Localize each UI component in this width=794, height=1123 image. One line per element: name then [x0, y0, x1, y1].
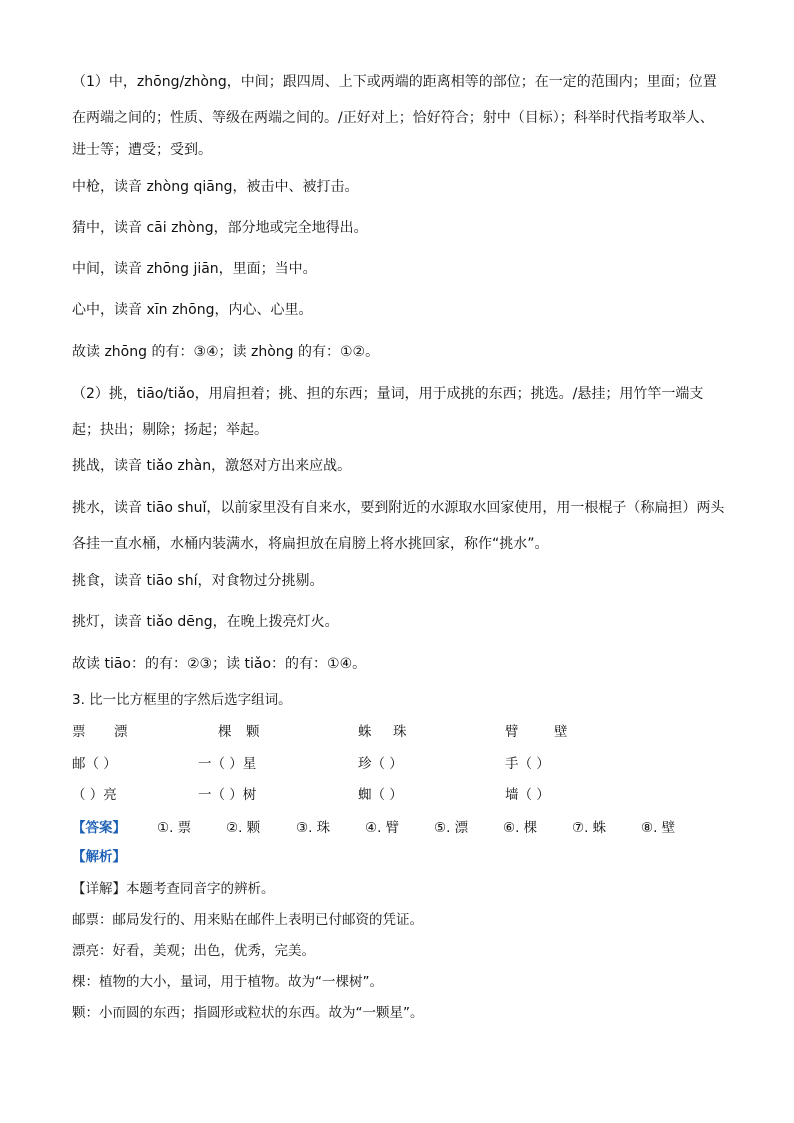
paragraph-line: （2）挑，tiāo/tiǎo，用肩担着；挑、担的东西；量词，用于成挑的东西；挑选。/悬挂；用竹竿一端支 [72, 386, 704, 402]
answer-item: ⑤. 漂 [434, 820, 469, 836]
word-blank: 墙（ ） [505, 787, 550, 803]
analysis-line: 邮票：邮局发行的、用来贴在邮件上表明已付邮资的凭证。 [72, 912, 423, 928]
analysis-line: 颗：小而圆的东西；指圆形或粒状的东西。故为“一颗星”。 [72, 1005, 424, 1021]
word-blank-row [0, 785, 794, 805]
paragraph-line: 故读 zhōng 的有：③④；读 zhòng 的有：①②。 [72, 344, 380, 360]
header-char: 票 [72, 724, 86, 740]
header-char: 颗 [246, 724, 260, 740]
answer-item: ③. 珠 [296, 820, 331, 836]
word-blank: 蜘（ ） [358, 787, 403, 803]
header-char: 臂 [505, 724, 519, 740]
paragraph-line: 进士等；遭受；受到。 [72, 142, 212, 158]
paragraph-line: 挑战，读音 tiǎo zhàn，激怒对方出来应战。 [72, 458, 352, 474]
header-char: 蛛 [358, 724, 372, 740]
analysis-label: 【解析】 [72, 849, 126, 865]
analysis-line: 【详解】本题考查同音字的辨析。 [72, 881, 275, 897]
word-blank-row [0, 754, 794, 774]
paragraph-line: 故读 tiāo：的有：②③；读 tiǎo：的有：①④。 [72, 656, 367, 672]
word-blank: 一（ ）树 [198, 787, 257, 803]
character-header-row [0, 722, 794, 742]
header-char: 壁 [554, 724, 568, 740]
answer-item: ①. 票 [157, 820, 192, 836]
header-char: 珠 [393, 724, 407, 740]
answer-item: ②. 颗 [226, 820, 261, 836]
analysis-line: 漂亮：好看，美观；出色，优秀，完美。 [72, 943, 315, 959]
answer-item: ⑥. 棵 [503, 820, 538, 836]
answer-row [0, 816, 794, 836]
paragraph-line: 挑食，读音 tiāo shí，对食物过分挑剔。 [72, 573, 324, 589]
word-blank: 手（ ） [505, 756, 550, 772]
answer-label: 【答案】 [72, 820, 126, 836]
word-blank: 珍（ ） [358, 756, 403, 772]
paragraph-line: 中间，读音 zhōng jiān，里面；当中。 [72, 261, 317, 277]
paragraph-line: 心中，读音 xīn zhōng，内心、心里。 [72, 302, 313, 318]
answer-item: ⑧. 壁 [641, 820, 676, 836]
paragraph-line: 起；抉出；剔除；扬起；举起。 [72, 422, 268, 438]
header-char: 棵 [218, 724, 232, 740]
word-blank: 一（ ）星 [198, 756, 257, 772]
word-blank: 邮（ ） [72, 756, 117, 772]
word-blank: （ ）亮 [72, 787, 117, 803]
paragraph-line: 挑灯，读音 tiǎo dēng，在晚上拨亮灯火。 [72, 614, 339, 630]
answer-item: ④. 臂 [365, 820, 400, 836]
paragraph-line: （1）中，zhōng/zhòng，中间；跟四周、上下或两端的距离相等的部位；在一定的范围内；里面；位置 [72, 74, 717, 90]
header-char: 漂 [114, 724, 128, 740]
analysis-line: 棵：植物的大小，量词，用于植物。故为“一棵树”。 [72, 974, 383, 990]
paragraph-line: 猜中，读音 cāi zhòng，部分地或完全地得出。 [72, 220, 368, 236]
paragraph-line: 各挂一直水桶，水桶内装满水，将扁担放在肩膀上将水挑回家，称作“挑水”。 [72, 536, 549, 552]
paragraph-line: 挑水，读音 tiāo shuǐ，以前家里没有自来水，要到附近的水源取水回家使用，用一根棍子（称扁担）两头 [72, 500, 725, 516]
paragraph-line: 在两端之间的；性质、等级在两端之间的。/正好对上；恰好符合；射中（目标）；科举时代指考取举人、 [72, 110, 714, 126]
question-title: 3. 比一比方框里的字然后选字组词。 [72, 692, 292, 708]
paragraph-line: 中枪，读音 zhòng qiāng，被击中、被打击。 [72, 179, 359, 195]
answer-item: ⑦. 蛛 [572, 820, 607, 836]
